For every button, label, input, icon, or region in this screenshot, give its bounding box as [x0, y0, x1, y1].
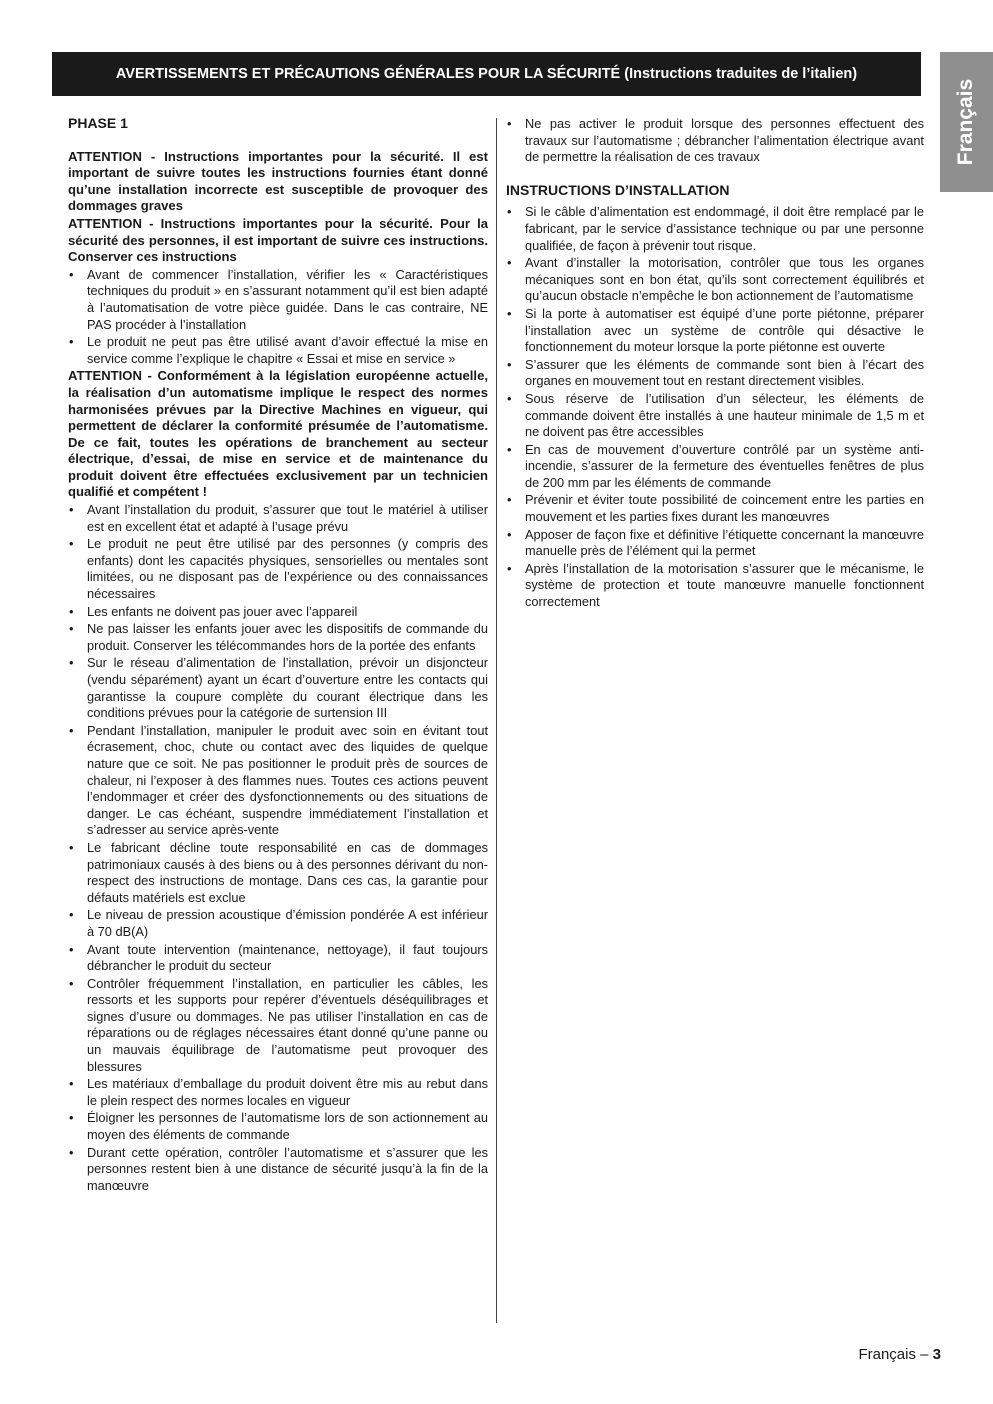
- bullet-list-installation: [506, 204, 924, 610]
- list-item-text: Ne pas laisser les enfants jouer avec les dispositifs de commande du produit. Conserver les télécommandes hors de la portée des enfants: [87, 621, 488, 653]
- list-item: [68, 502, 488, 535]
- list-item-text: Contrôler fréquemment l’installation, en particulier les câbles, les ressorts et les supports pour repérer d’éventuels déséquilibrages et signes d’usure ou dommages. Ne pas utiliser l’installation en cas de réparations ou de réglages nécessaires étant donné qu’une panne ou un mauvais équilibrage de l’automatisme peut provoquer des blessures: [87, 975, 488, 1074]
- list-item: [68, 1110, 488, 1143]
- bullet-icon: •: [69, 839, 74, 855]
- bullet-icon: •: [69, 975, 74, 991]
- list-item: [506, 442, 924, 492]
- list-item: [68, 334, 488, 367]
- list-item: [68, 840, 488, 906]
- bullet-icon: •: [69, 621, 74, 637]
- list-item-text: Éloigner les personnes de l’automatisme lors de son actionnement au moyen des éléments de commande: [87, 1110, 488, 1143]
- language-tab-label: Français: [954, 78, 978, 166]
- bullet-icon: •: [507, 560, 512, 576]
- list-item-text: Le fabricant décline toute responsabilité en cas de dommages patrimoniaux causés à des biens ou à des personnes dérivant du non-respect des instructions de montage. Dans ces cas, la garantie pour défauts matériels est exclue: [87, 839, 488, 905]
- language-tab: [940, 52, 993, 192]
- bullet-icon: •: [69, 655, 74, 671]
- page-header: [52, 52, 921, 96]
- bullet-icon: •: [507, 441, 512, 457]
- warning-paragraph-3: ATTENTION - Conformément à la législation européenne actuelle, la réalisation d’un automatisme implique le respect des normes harmonisées prévues par la Directive Machines en vigueur, qui permettent de déclarer la conformité présumée de l’automatisme. De ce fait, toutes les opérations de branchement au secteur électrique, d’essai, de mise en service et de maintenance du produit doivent être effectuées exclusivement par un technicien qualifié et compétent !: [68, 368, 488, 500]
- list-item: [506, 357, 924, 390]
- list-item-text: Avant l’installation du produit, s’assurer que tout le matériel à utiliser est en excellent état et adapté à l’usage prévu: [87, 502, 488, 534]
- list-item: [68, 1076, 488, 1109]
- list-item-text: Le niveau de pression acoustique d’émission pondérée A est inférieur à 70 dB(A): [87, 907, 488, 939]
- warning-paragraph-1: ATTENTION - Instructions importantes pour la sécurité. Il est important de suivre toutes les instructions fournies étant donné qu’une installation incorrecte est susceptible de provoquer des dommages graves: [68, 148, 488, 214]
- list-item-text: Les matériaux d’emballage du produit doivent être mis au rebut dans le plein respect des normes locales en vigueur: [87, 1076, 488, 1108]
- list-item-text: Durant cette opération, contrôler l’automatisme et s’assurer que les personnes restent bien à une distance de sécurité jusqu’à la fin de la manœuvre: [87, 1144, 488, 1193]
- list-item: [506, 527, 924, 560]
- list-item-text: Les enfants ne doivent pas jouer avec l’appareil: [87, 603, 358, 619]
- list-item-text: Pendant l’installation, manipuler le produit avec soin en évitant tout écrasement, choc, chute ou contact avec des liquides de quelque nature que ce soit. Ne pas positionner le produit près de sources de chaleur, ni l’exposer à des flammes nues. Toutes ces actions peuvent l’endommager et créer des dysfonctionnements ou des situations de danger. Le cas échéant, suspendre immédiatement l’installation et s’adresser au service après-vente: [87, 722, 488, 838]
- list-item-text: Sous réserve de l’utilisation d’un sélecteur, les éléments de commande doivent être installés à une hauteur minimale de 1,5 m et ne doivent pas être accessibles: [525, 390, 924, 440]
- list-item-text: Apposer de façon fixe et définitive l’étiquette concernant la manœuvre manuelle près de l’élément qui la permet: [525, 526, 924, 559]
- bullet-icon: •: [69, 603, 74, 619]
- right-column: [506, 116, 924, 612]
- list-item: [68, 655, 488, 721]
- bullet-icon: •: [507, 356, 512, 372]
- bullet-icon: •: [507, 305, 512, 321]
- list-item-text: Si le câble d’alimentation est endommagé, il doit être remplacé par le fabricant, par le service d’assistance technique ou par une personne qualifiée, de façon à prévenir tout risque.: [525, 204, 924, 253]
- bullet-list-2: [68, 502, 488, 1194]
- list-item: [68, 536, 488, 602]
- bullet-icon: •: [69, 1110, 74, 1126]
- list-item: [506, 116, 924, 166]
- bullet-icon: •: [507, 255, 512, 271]
- list-item: [506, 255, 924, 305]
- bullet-icon: •: [507, 390, 512, 406]
- page-footer: [858, 1346, 941, 1363]
- bullet-icon: •: [69, 266, 74, 282]
- bullet-icon: •: [69, 536, 74, 552]
- footer-language: Français: [858, 1346, 916, 1363]
- installation-title: INSTRUCTIONS D’INSTALLATION: [506, 181, 730, 198]
- list-item: [68, 1145, 488, 1195]
- list-item-text: En cas de mouvement d’ouverture contrôlé par un système anti-incendie, s’assurer de la fermeture des éventuelles fenêtres de plus de 200 mm par les éléments de commande: [525, 441, 924, 490]
- list-item: [68, 723, 488, 839]
- bullet-icon: •: [69, 941, 74, 957]
- header-title: AVERTISSEMENTS ET PRÉCAUTIONS GÉNÉRALES POUR LA SÉCURITÉ (Instructions traduites de l’italien): [115, 66, 858, 82]
- list-item: [68, 267, 488, 333]
- list-item: [68, 621, 488, 654]
- list-item: [506, 492, 924, 525]
- warning-paragraph-2: ATTENTION - Instructions importantes pour la sécurité. Pour la sécurité des personnes, il est important de suivre ces instructions. Conserver ces instructions: [68, 215, 488, 265]
- page-number: 3: [932, 1346, 941, 1363]
- left-column: [68, 115, 488, 1195]
- footer-separator: –: [915, 1346, 933, 1363]
- list-item-text: S’assurer que les éléments de commande sont bien à l’écart des organes en mouvement tout en restant directement visibles.: [525, 356, 924, 389]
- list-item-text: Avant d’installer la motorisation, contrôler que tous les organes mécaniques sont en bon état, qu’ils sont correctement équilibrés et qu’aucun obstacle n’empêche le bon actionnement de l’automatisme: [525, 255, 924, 304]
- list-item-text: Après l’installation de la motorisation s’assurer que le mécanisme, le système de protection et toute manœuvre manuelle fonctionnent correctement: [525, 560, 924, 610]
- list-item: [68, 942, 488, 975]
- bullet-icon: •: [507, 492, 512, 508]
- bullet-icon: •: [507, 116, 512, 131]
- list-item: [68, 907, 488, 940]
- list-item-text: Le produit ne peut pas être utilisé avant d’avoir effectué la mise en service comme l’explique le chapitre « Essai et mise en service »: [87, 334, 488, 366]
- list-item: [68, 976, 488, 1076]
- bullet-icon: •: [69, 1076, 74, 1092]
- bullet-list-1: [68, 267, 488, 368]
- column-divider: [496, 118, 497, 1323]
- list-item-text: Sur le réseau d’alimentation de l’installation, prévoir un disjoncteur (vendu séparément) ayant un écart d’ouverture entre les contacts qui garantisse la coupure complète du courant électrique dans les conditions prévues pour la catégorie de surtension III: [87, 655, 488, 721]
- bullet-icon: •: [507, 204, 512, 220]
- list-item: [506, 306, 924, 356]
- list-item-text: Prévenir et éviter toute possibilité de coincement entre les parties en mouvement et les parties fixes durant les manœuvres: [525, 492, 924, 525]
- bullet-list-top-right: [506, 116, 924, 166]
- list-item-text: Ne pas activer le produit lorsque des personnes effectuent des travaux sur l’automatisme ; débrancher l’alimentation électrique avant de permettre la réalisation de ces travaux: [525, 116, 924, 165]
- list-item: [506, 561, 924, 611]
- bullet-icon: •: [507, 526, 512, 542]
- bullet-icon: •: [69, 722, 74, 738]
- bullet-icon: •: [69, 1144, 74, 1160]
- list-item-text: Si la porte à automatiser est équipé d’une porte piétonne, préparer l’installation avec un système de contrôle qui désactive le fonctionnement du moteur lorsque la porte piétonne est ouverte: [525, 305, 924, 355]
- list-item-text: Le produit ne peut être utilisé par des personnes (y compris des enfants) dont les capacités physiques, sensorielles ou mentales sont limitées, ou ne disposant pas de l’expérience ou des connaissances nécessaires: [87, 536, 488, 602]
- phase-title: PHASE 1: [68, 115, 128, 131]
- list-item-text: Avant toute intervention (maintenance, nettoyage), il faut toujours débrancher le produit du secteur: [87, 941, 488, 974]
- list-item: [68, 604, 488, 621]
- list-item: [506, 204, 924, 254]
- bullet-icon: •: [69, 502, 74, 518]
- list-item: [506, 391, 924, 441]
- list-item-text: Avant de commencer l’installation, vérifier les « Caractéristiques techniques du produit » en s’assurant notamment qu’il est bien adapté à l’automatisation de votre pièce guidée. Dans le cas contraire, NE PAS procéder à l’installation: [87, 266, 488, 332]
- bullet-icon: •: [69, 334, 74, 350]
- bullet-icon: •: [69, 907, 74, 923]
